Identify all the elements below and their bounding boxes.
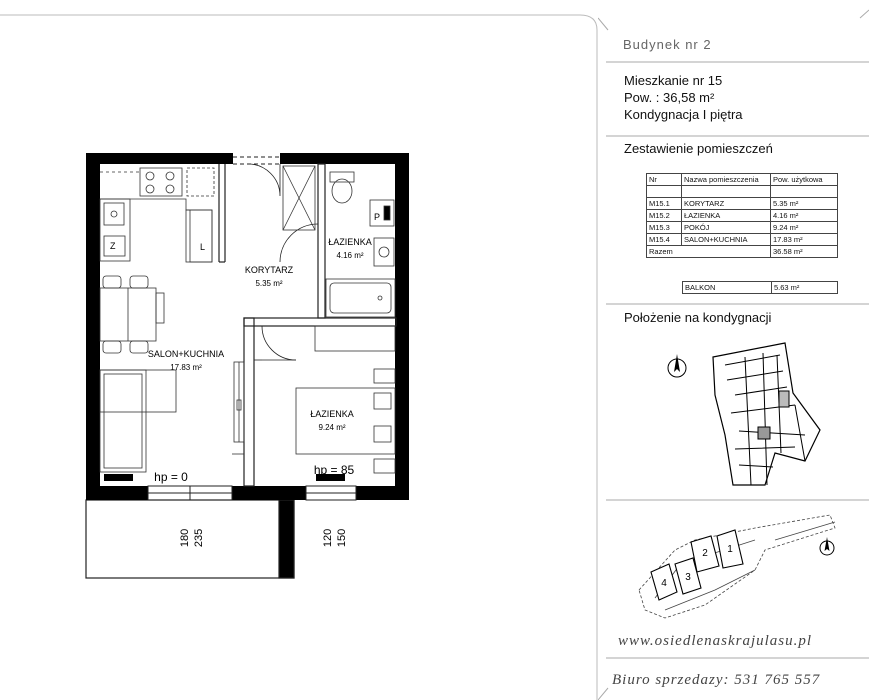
table-cell: 5.35 m²	[771, 198, 838, 210]
table-cell: KORYTARZ	[682, 198, 771, 210]
kitchen-label-l: L	[200, 242, 206, 252]
bathroom-label-p: P	[374, 212, 381, 222]
table-cell: 4.16 m²	[771, 210, 838, 222]
rooms-table	[646, 173, 838, 258]
bedroom-furniture	[296, 326, 395, 473]
table-row	[647, 210, 838, 222]
table-cell: M15.4	[647, 234, 682, 246]
north-arrow-icon	[668, 354, 686, 377]
sales-office-phone: Biuro sprzedazy: 531 765 557	[612, 672, 821, 688]
balcony-door-right	[306, 486, 356, 500]
balcony-table	[682, 281, 838, 294]
total-value: 36.58 m²	[771, 246, 838, 258]
table-header-row	[647, 174, 838, 186]
table-spacer	[682, 186, 771, 198]
total-label: Razem	[647, 246, 771, 258]
table-cell: ŁAZIENKA	[682, 210, 771, 222]
floor-location-map	[655, 335, 845, 495]
rooms-section-title: Zestawienie pomieszczeń	[624, 141, 773, 156]
table-cell: M15.1	[647, 198, 682, 210]
balcony-value: 5.63 m²	[772, 282, 838, 294]
dining-table	[100, 276, 164, 353]
site-building-2: 2	[702, 548, 708, 559]
sofa	[100, 362, 244, 472]
table-spacer	[647, 186, 682, 198]
table-cell: 9.24 m²	[771, 222, 838, 234]
apartment-level: Kondygnacja I piętra	[624, 107, 743, 122]
site-north-arrow-icon	[820, 537, 834, 555]
room-pokoj-label: ŁAZIENKA	[310, 409, 354, 419]
table-cell: POKÓJ	[682, 222, 771, 234]
hp-left-label: hp = 0	[154, 470, 188, 484]
location-section-title: Położenie na kondygnacji	[624, 310, 772, 325]
building-title: Budynek nr 2	[623, 37, 712, 52]
room-salon-label: SALON+KUCHNIA	[147, 349, 225, 359]
room-salon-area: 17.83 m²	[170, 363, 202, 372]
table-cell: 17.83 m²	[771, 234, 838, 246]
table-row	[647, 198, 838, 210]
site-building-4: 4	[661, 578, 667, 589]
balcony-label: BALKON	[683, 282, 772, 294]
internal-walls	[219, 164, 396, 486]
balcony-door-left	[148, 486, 232, 500]
site-building-1: 1	[727, 544, 733, 555]
table-row	[683, 282, 838, 294]
hp-right-label: hp = 85	[313, 463, 355, 477]
table-row	[647, 222, 838, 234]
table-header: Pow. użytkowa	[771, 174, 838, 186]
room-korytarz-area: 5.35 m²	[255, 279, 283, 288]
kitchen-label-z: Z	[110, 241, 116, 251]
site-building-3: 3	[685, 572, 691, 583]
room-korytarz-label: KORYTARZ	[244, 265, 294, 275]
table-spacer	[771, 186, 838, 198]
table-header: Nazwa pomieszczenia	[682, 174, 771, 186]
table-cell: SALON+KUCHNIA	[682, 234, 771, 246]
room-lazienka-area: 4.16 m²	[336, 251, 364, 260]
table-row	[647, 234, 838, 246]
table-header: Nr	[647, 174, 682, 186]
kitchen	[100, 168, 214, 262]
dim-right-a: 120	[322, 528, 334, 548]
room-pokoj-area: 9.24 m²	[318, 423, 346, 432]
dim-right-b: 150	[336, 528, 348, 548]
apartment-area: Pow. : 36,58 m²	[624, 90, 715, 105]
dim-left-a: 180	[179, 528, 191, 548]
dim-left-b: 235	[193, 528, 205, 548]
apartment-number: Mieszkanie nr 15	[624, 73, 723, 88]
table-cell: M15.3	[647, 222, 682, 234]
table-total-row	[647, 246, 838, 258]
website-link[interactable]: www.osiedlenaskrajulasu.pl	[618, 633, 813, 649]
room-lazienka-label: ŁAZIENKA	[328, 237, 372, 247]
site-plan-map	[635, 510, 855, 620]
table-cell: M15.2	[647, 210, 682, 222]
